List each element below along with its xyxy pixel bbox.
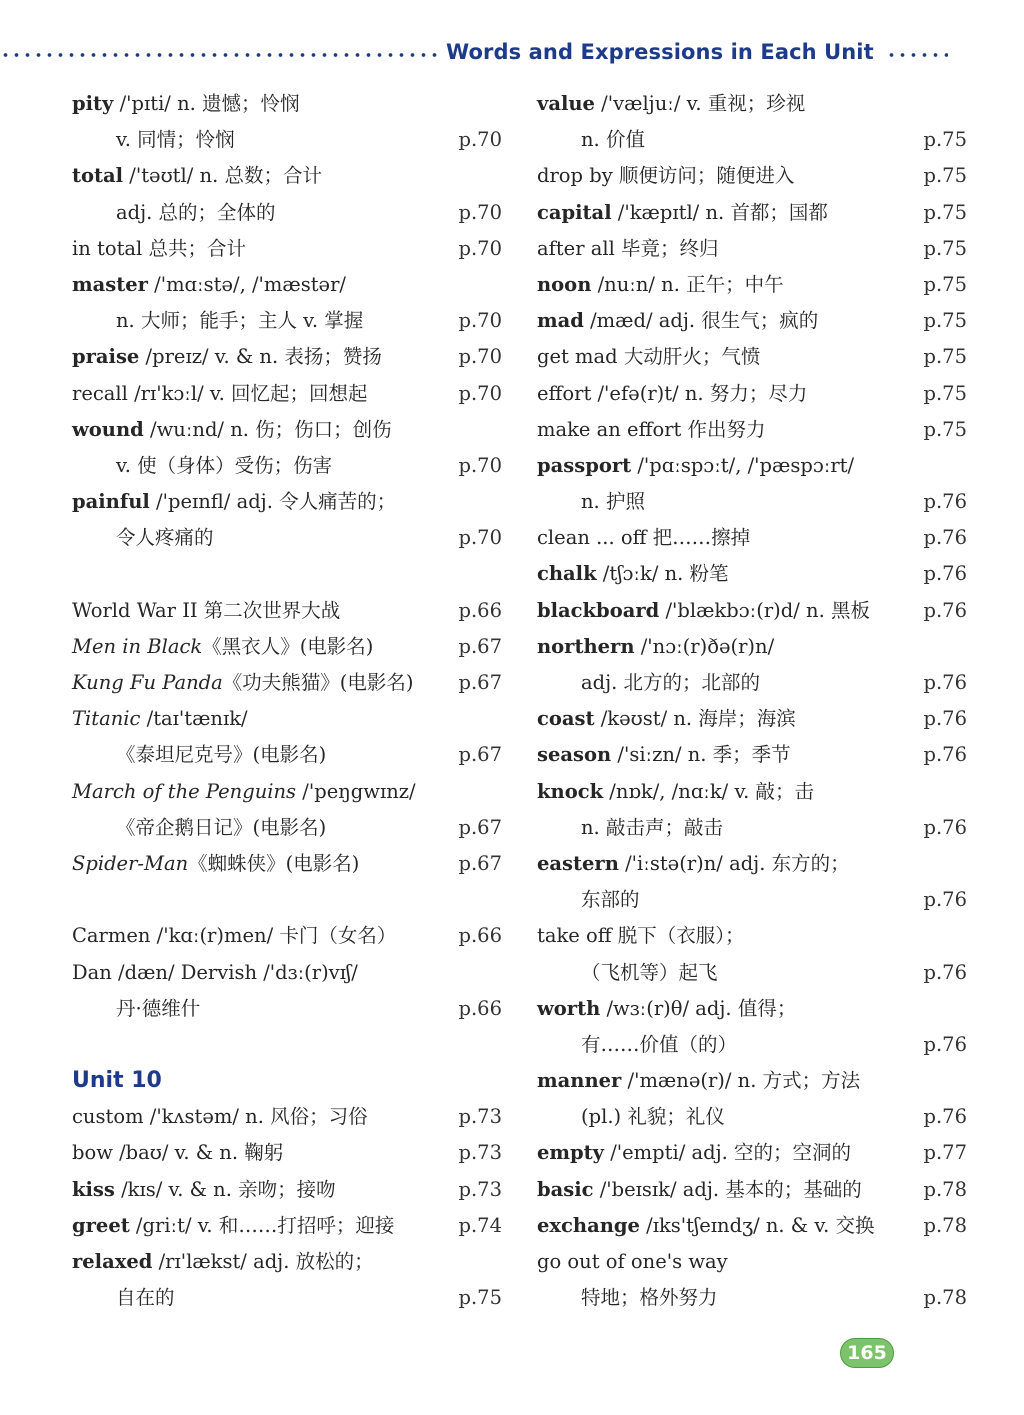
- page-reference: p.70: [458, 200, 502, 224]
- proper-name: Spider-Man: [72, 851, 189, 875]
- vocab-line: [537, 158, 967, 194]
- vocab-line: [537, 1172, 967, 1208]
- headword: coast: [537, 707, 595, 731]
- page-reference: p.70: [458, 128, 502, 152]
- vocab-line: [537, 412, 967, 448]
- vocab-text: [537, 484, 645, 520]
- vocab-line: [537, 882, 967, 918]
- definition: /mæd/ adj. 很生气；疯的: [583, 309, 819, 333]
- headword: exchange: [537, 1213, 640, 1237]
- definition: custom /'kʌstəm/ n. 风俗；习俗: [72, 1105, 368, 1129]
- headword: empty: [537, 1141, 605, 1165]
- page-reference: p.67: [458, 851, 502, 875]
- definition: effort /'efə(r)t/ n. 努力；尽力: [537, 381, 808, 405]
- headword: noon: [537, 272, 592, 296]
- definition: 《蜘蛛侠》(电影名): [188, 851, 360, 875]
- proper-name: March of the Penguins: [72, 779, 297, 803]
- vocab-line: [72, 1135, 502, 1171]
- vocab-line: [537, 1280, 967, 1316]
- headword: master: [72, 272, 148, 296]
- definition: /'empti/ adj. 空的；空洞的: [604, 1141, 852, 1165]
- definition: drop by 顺便访问；随便进入: [537, 164, 795, 188]
- definition: 《泰坦尼克号》(电影名): [116, 743, 327, 767]
- blank-spacer: [72, 882, 502, 918]
- definition: Dan /dæn/ Dervish /'dɜː(r)vɪʃ/: [72, 960, 358, 984]
- vocab-text: [72, 339, 382, 375]
- vocab-line: [72, 991, 502, 1027]
- vocab-line: [537, 556, 967, 592]
- vocab-line: [537, 1244, 967, 1280]
- definition: 《帝企鹅日记》(电影名): [116, 815, 327, 839]
- vocab-text: [72, 231, 246, 267]
- vocab-line: [537, 593, 967, 629]
- definition: 令人疼痛的: [116, 526, 214, 550]
- vocab-line: [72, 1099, 502, 1135]
- definition: World War II 第二次世界大战: [72, 598, 341, 622]
- definition: recall /rɪ'kɔːl/ v. 回忆起；回想起: [72, 381, 368, 405]
- page-reference: p.78: [923, 1286, 967, 1310]
- definition: clean ... off 把……擦掉: [537, 526, 751, 550]
- vocab-text: [537, 122, 645, 158]
- vocab-line: [537, 629, 967, 665]
- vocab-line: [537, 231, 967, 267]
- vocab-line: [72, 86, 502, 122]
- definition: get mad 大动肝火；气愤: [537, 345, 761, 369]
- page-reference: p.73: [458, 1177, 502, 1201]
- proper-name: Kung Fu Panda: [72, 671, 223, 694]
- vocab-text: [72, 1244, 374, 1280]
- vocab-text: [537, 1063, 860, 1099]
- headword: painful: [72, 490, 150, 514]
- definition: /nuːn/ n. 正午；中午: [591, 272, 784, 296]
- vocab-text: [537, 231, 719, 267]
- page-reference: p.76: [923, 526, 967, 550]
- page-reference: p.67: [458, 743, 502, 767]
- vocab-text: [72, 303, 363, 339]
- unit-heading: Unit 10: [72, 1068, 162, 1094]
- vocab-line: [537, 195, 967, 231]
- definition: v. 同情；怜悯: [116, 128, 235, 152]
- definition: /'blækbɔː(r)d/ n. 黑板: [659, 598, 870, 622]
- page-reference: p.70: [458, 345, 502, 369]
- definition: go out of one's way: [537, 1250, 728, 1273]
- headword: season: [537, 743, 612, 767]
- vocab-text: [537, 303, 818, 339]
- definition: 特地；格外努力: [581, 1286, 718, 1310]
- definition: in total 总共；合计: [72, 236, 246, 260]
- page-reference: p.78: [923, 1177, 967, 1201]
- vocab-line: [72, 267, 502, 303]
- vocab-line: [72, 629, 502, 665]
- definition: 有……价值（的）: [581, 1032, 738, 1056]
- vocab-line: [72, 918, 502, 954]
- vocab-line: [537, 86, 967, 122]
- page-reference: p.70: [458, 453, 502, 477]
- vocab-text: [537, 774, 814, 810]
- definition: /'pɪti/ n. 遗憾；怜悯: [113, 92, 300, 115]
- page-reference: p.76: [923, 490, 967, 514]
- headword: relaxed: [72, 1250, 153, 1273]
- definition: /'siːzn/ n. 季；季节: [611, 743, 791, 767]
- definition: /'væljuː/ v. 重视；珍视: [594, 92, 806, 115]
- vocab-text: [72, 195, 276, 231]
- definition: /tʃɔːk/ n. 粉笔: [596, 562, 729, 586]
- vocab-text: [537, 86, 805, 122]
- definition: /nɒk/, /nɑːk/ v. 敲；击: [603, 779, 815, 803]
- vocab-text: [537, 412, 766, 448]
- vocab-text: [72, 1099, 368, 1135]
- page-reference: p.76: [923, 707, 967, 731]
- running-header: [0, 36, 1024, 76]
- page-reference: p.66: [458, 996, 502, 1020]
- page-reference: p.76: [923, 598, 967, 622]
- vocab-text: [72, 991, 200, 1027]
- page-reference: p.73: [458, 1141, 502, 1165]
- page-reference: p.67: [458, 634, 502, 658]
- definition: （飞机等）起飞: [581, 960, 718, 984]
- headword: worth: [537, 996, 601, 1020]
- vocab-line: [72, 412, 502, 448]
- header-dotted-rule-right: [886, 53, 948, 57]
- proper-name: Titanic: [72, 707, 141, 731]
- page-reference: p.75: [923, 381, 967, 405]
- vocab-line: [72, 665, 502, 701]
- definition: v. 使（身体）受伤；伤害: [116, 453, 333, 477]
- vocab-text: [537, 1172, 862, 1208]
- page-reference: p.67: [458, 815, 502, 839]
- blank-spacer: [72, 1027, 502, 1063]
- headword: kiss: [72, 1177, 115, 1201]
- definition: 《黑衣人》(电影名): [202, 634, 374, 658]
- headword: wound: [72, 417, 144, 441]
- vocab-line: [537, 339, 967, 375]
- vocab-text: [537, 737, 791, 773]
- definition: /'beɪsɪk/ adj. 基本的；基础的: [593, 1177, 862, 1201]
- vocab-text: [72, 737, 326, 773]
- page-reference: p.75: [923, 236, 967, 260]
- headword: total: [72, 164, 124, 188]
- vocab-text: [537, 918, 745, 954]
- vocab-text: [537, 1244, 728, 1280]
- page-reference: p.66: [458, 924, 502, 948]
- vocab-text: [72, 158, 322, 194]
- definition: /'mɑːstə/, /'mæstər/: [147, 272, 346, 296]
- vocab-line: [72, 122, 502, 158]
- vocab-text: [72, 665, 413, 701]
- vocab-text: [537, 882, 640, 918]
- vocab-text: [537, 556, 729, 592]
- vocab-text: [537, 376, 807, 412]
- vocab-text: [72, 629, 373, 665]
- definition: /'iːstə(r)n/ adj. 东方的；: [618, 851, 850, 875]
- page-reference: p.67: [458, 671, 502, 694]
- definition: /'peŋgwɪnz/: [296, 779, 416, 803]
- page-reference: p.75: [923, 417, 967, 441]
- headword: basic: [537, 1177, 594, 1201]
- vocab-line: [537, 701, 967, 737]
- definition: 《功夫熊猫》(电影名): [222, 671, 414, 694]
- vocab-line: [537, 1027, 967, 1063]
- page-reference: p.75: [458, 1286, 502, 1310]
- vocab-text: [537, 267, 784, 303]
- header-dotted-rule-left: [0, 53, 438, 57]
- vocab-text: [537, 158, 794, 194]
- vocab-line: [72, 520, 502, 556]
- page-reference: p.76: [923, 562, 967, 586]
- definition: make an effort 作出努力: [537, 417, 766, 441]
- page-number: 165: [847, 1342, 887, 1364]
- vocab-line: [537, 520, 967, 556]
- header-title: Words and Expressions in Each Unit: [446, 40, 874, 64]
- vocab-text: [537, 991, 796, 1027]
- page-reference: p.77: [923, 1141, 967, 1165]
- vocab-text: [72, 955, 358, 991]
- vocab-text: [72, 86, 300, 122]
- page-reference: p.74: [458, 1213, 502, 1237]
- page-reference: p.70: [458, 381, 502, 405]
- vocab-line: [72, 339, 502, 375]
- vocab-text: [537, 339, 760, 375]
- headword: capital: [537, 200, 612, 224]
- vocab-text: [72, 267, 346, 303]
- definition: after all 毕竟；终归: [537, 236, 719, 260]
- definition: n. 大师；能手；主人 v. 掌握: [116, 309, 364, 333]
- vocab-line: [72, 810, 502, 846]
- definition: /griːt/ v. 和……打招呼；迎接: [129, 1213, 395, 1237]
- page-reference: p.70: [458, 526, 502, 550]
- definition: 自在的: [116, 1286, 175, 1310]
- vocab-line: [537, 122, 967, 158]
- vocab-line: [537, 303, 967, 339]
- vocab-text: [537, 1099, 725, 1135]
- vocab-text: [537, 448, 854, 484]
- definition: /rɪ'lækst/ adj. 放松的；: [152, 1250, 374, 1273]
- page-reference: p.70: [458, 236, 502, 260]
- vocab-text: [72, 412, 392, 448]
- headword: mad: [537, 309, 584, 333]
- vocab-line: [72, 955, 502, 991]
- vocab-line: [72, 737, 502, 773]
- vocab-line: [537, 267, 967, 303]
- vocab-line: [537, 810, 967, 846]
- definition: /'mænə(r)/ n. 方式；方法: [621, 1069, 861, 1093]
- vocab-line: [72, 158, 502, 194]
- definition: /'pɑːspɔːt/, /'pæspɔːrt/: [631, 453, 855, 477]
- vocab-line: [72, 448, 502, 484]
- definition: /wuːnd/ n. 伤；伤口；创伤: [143, 417, 392, 441]
- definition: 丹·德维什: [116, 996, 201, 1020]
- page-reference: p.75: [923, 200, 967, 224]
- vocab-text: [537, 1027, 737, 1063]
- vocab-text: [72, 448, 332, 484]
- page-reference: p.76: [923, 888, 967, 912]
- definition: /wɜː(r)θ/ adj. 值得；: [600, 996, 797, 1020]
- vocab-text: [537, 846, 850, 882]
- vocab-text: [72, 1208, 394, 1244]
- vocab-text: [537, 629, 774, 665]
- definition: /kɪs/ v. & n. 亲吻；接吻: [114, 1177, 336, 1201]
- page-number-badge: [840, 1338, 894, 1368]
- page-reference: p.75: [923, 272, 967, 296]
- definition: /taɪ'tænɪk/: [140, 707, 248, 731]
- vocab-text: [72, 846, 359, 882]
- headword: manner: [537, 1069, 622, 1093]
- page-reference: p.76: [923, 1032, 967, 1056]
- page-reference: p.76: [923, 815, 967, 839]
- definition: /kəʊst/ n. 海岸；海滨: [594, 707, 796, 731]
- definition: n. 敲击声；敲击: [581, 815, 723, 839]
- vocab-line: [72, 846, 502, 882]
- page-reference: p.78: [923, 1213, 967, 1237]
- vocab-line: [537, 991, 967, 1027]
- vocab-text: [72, 1172, 336, 1208]
- definition: (pl.) 礼貌；礼仪: [581, 1105, 725, 1129]
- vocab-line: [537, 918, 967, 954]
- definition: n. 护照: [581, 490, 645, 514]
- page-reference: p.76: [923, 671, 967, 694]
- right-vocabulary-column: [537, 86, 967, 1316]
- page-reference: p.76: [923, 743, 967, 767]
- vocab-text: [537, 1135, 851, 1171]
- definition: adj. 总的；全体的: [116, 200, 276, 224]
- vocab-text: [72, 701, 248, 737]
- headword: knock: [537, 779, 604, 803]
- vocab-text: [537, 1280, 718, 1316]
- headword: northern: [537, 634, 635, 658]
- vocab-line: [537, 774, 967, 810]
- vocab-text: [72, 484, 396, 520]
- vocab-text: [72, 122, 235, 158]
- definition: /'peɪnfl/ adj. 令人痛苦的；: [149, 490, 397, 514]
- vocab-line: [72, 593, 502, 629]
- definition: adj. 北方的；北部的: [581, 671, 761, 694]
- headword: chalk: [537, 562, 597, 586]
- page-reference: p.75: [923, 309, 967, 333]
- vocab-line: [72, 1208, 502, 1244]
- vocab-text: [72, 376, 367, 412]
- vocab-line: [72, 303, 502, 339]
- vocab-text: [72, 593, 340, 629]
- page-reference: p.76: [923, 1105, 967, 1129]
- vocab-text: [72, 774, 416, 810]
- headword: pity: [72, 92, 114, 115]
- vocab-line: [537, 846, 967, 882]
- vocab-line: [537, 484, 967, 520]
- page-reference: p.73: [458, 1105, 502, 1129]
- vocab-line: [72, 774, 502, 810]
- vocab-text: [537, 195, 828, 231]
- definition: /'təʊtl/ n. 总数；合计: [123, 164, 322, 188]
- left-vocabulary-column: [72, 86, 502, 1316]
- vocab-text: [72, 1135, 283, 1171]
- vocab-line: [72, 1280, 502, 1316]
- definition: /preɪz/ v. & n. 表扬；赞扬: [139, 345, 382, 369]
- definition: 东部的: [581, 888, 640, 912]
- vocab-line: [72, 195, 502, 231]
- headword: value: [537, 92, 595, 115]
- vocab-line: [72, 1244, 502, 1280]
- vocab-line: [537, 376, 967, 412]
- definition: /'nɔː(r)ðə(r)n/: [634, 634, 775, 658]
- headword: passport: [537, 453, 632, 477]
- page-reference: p.75: [923, 128, 967, 152]
- vocab-text: [72, 520, 214, 556]
- page-reference: p.76: [923, 960, 967, 984]
- headword: eastern: [537, 851, 619, 875]
- vocab-line: [537, 448, 967, 484]
- headword: greet: [72, 1213, 130, 1237]
- vocab-text: [537, 665, 760, 701]
- vocab-text: [72, 810, 326, 846]
- page-reference: p.66: [458, 598, 502, 622]
- headword: praise: [72, 345, 140, 369]
- vocab-line: [72, 1172, 502, 1208]
- vocab-line: [537, 1063, 967, 1099]
- headword: blackboard: [537, 598, 660, 622]
- vocab-text: [537, 810, 723, 846]
- definition: bow /baʊ/ v. & n. 鞠躬: [72, 1141, 284, 1165]
- definition: /ɪks'tʃeɪndʒ/ n. & v. 交换: [639, 1213, 875, 1237]
- vocab-text: [72, 918, 396, 954]
- definition: /'kæpɪtl/ n. 首都；国都: [611, 200, 828, 224]
- vocab-line: [537, 1099, 967, 1135]
- page-reference: p.70: [458, 309, 502, 333]
- definition: Carmen /'kɑː(r)men/ 卡门（女名）: [72, 924, 397, 948]
- vocab-line: [72, 231, 502, 267]
- vocab-text: [537, 955, 718, 991]
- proper-name: Men in Black: [72, 634, 203, 658]
- vocab-text: [72, 1280, 175, 1316]
- page-reference: p.75: [923, 345, 967, 369]
- vocab-line: [72, 376, 502, 412]
- vocab-line: [537, 955, 967, 991]
- vocab-line: [537, 1135, 967, 1171]
- vocab-line: [537, 665, 967, 701]
- vocab-line: [537, 737, 967, 773]
- definition: n. 价值: [581, 128, 645, 152]
- blank-spacer: [72, 556, 502, 592]
- vocab-text: [537, 593, 870, 629]
- page-reference: p.75: [923, 164, 967, 188]
- vocab-line: [537, 1208, 967, 1244]
- vocab-line: [72, 484, 502, 520]
- vocab-text: [537, 701, 796, 737]
- definition: take off 脱下（衣服）；: [537, 924, 745, 948]
- vocab-text: [537, 1208, 874, 1244]
- vocab-line: [72, 701, 502, 737]
- vocab-text: [537, 520, 750, 556]
